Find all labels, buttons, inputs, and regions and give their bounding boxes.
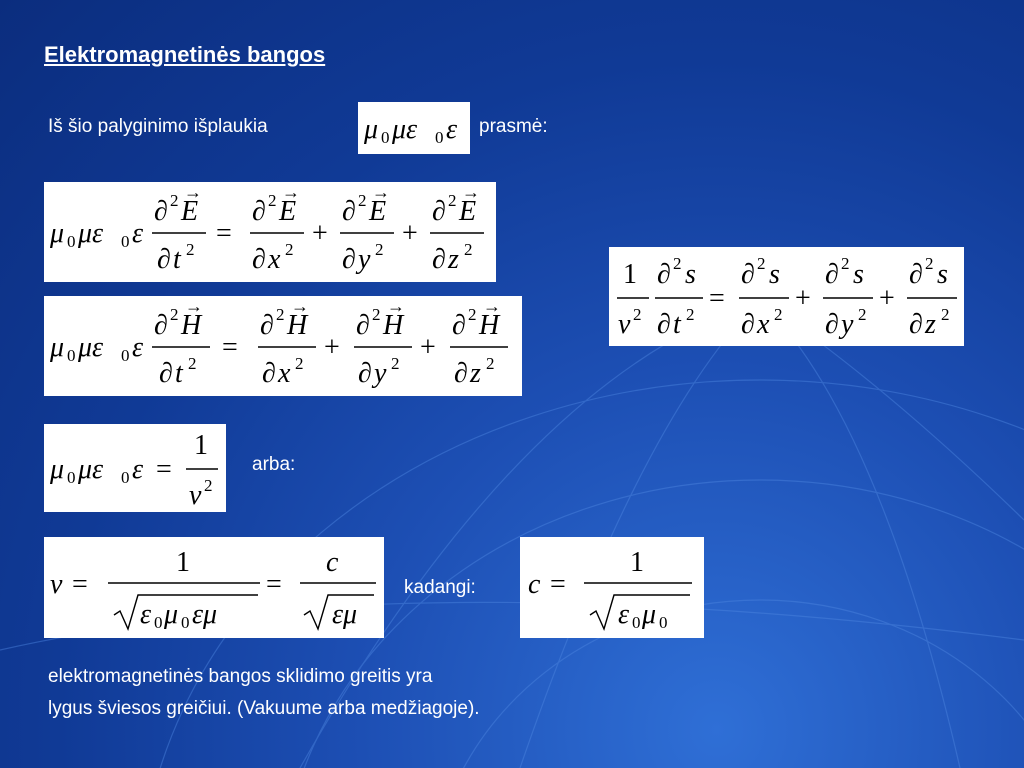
svg-text:0: 0 bbox=[121, 468, 130, 487]
svg-text:2: 2 bbox=[774, 305, 783, 324]
svg-text:∂: ∂ bbox=[452, 310, 466, 341]
svg-text:2: 2 bbox=[486, 354, 495, 373]
svg-text:ε: ε bbox=[132, 218, 144, 249]
svg-text:→: → bbox=[185, 296, 203, 316]
wave-equation-E bbox=[44, 182, 496, 282]
svg-text:∂: ∂ bbox=[741, 309, 755, 340]
svg-text:2: 2 bbox=[188, 354, 197, 373]
svg-text:z: z bbox=[470, 358, 481, 389]
svg-text:s: s bbox=[937, 259, 948, 290]
svg-text:ε: ε bbox=[446, 114, 458, 145]
svg-text:s: s bbox=[685, 259, 696, 290]
wave-equation-s bbox=[609, 247, 964, 346]
slide-title: Elektromagnetinės bangos bbox=[44, 42, 326, 67]
svg-text:2: 2 bbox=[391, 354, 400, 373]
svg-text:2: 2 bbox=[841, 254, 850, 273]
svg-text:∂: ∂ bbox=[356, 310, 370, 341]
svg-text:2: 2 bbox=[268, 191, 277, 210]
svg-text:z: z bbox=[448, 244, 459, 275]
svg-text:∂: ∂ bbox=[741, 259, 755, 290]
svg-text:1: 1 bbox=[630, 547, 644, 578]
svg-text:H: H bbox=[383, 310, 404, 341]
wave-equation-H bbox=[44, 296, 522, 396]
svg-text:2: 2 bbox=[204, 476, 213, 495]
svg-text:2: 2 bbox=[757, 254, 766, 273]
svg-text:∂: ∂ bbox=[342, 196, 356, 227]
svg-text:∂: ∂ bbox=[657, 259, 671, 290]
svg-text:2: 2 bbox=[925, 254, 934, 273]
svg-text:μ: μ bbox=[50, 218, 65, 249]
svg-text:με: με bbox=[78, 332, 104, 363]
svg-text:μ: μ bbox=[50, 332, 65, 363]
svg-text:μ: μ bbox=[50, 454, 65, 485]
svg-text:c: c bbox=[528, 569, 541, 600]
svg-text:t: t bbox=[673, 309, 681, 340]
svg-text:v: v bbox=[189, 480, 202, 511]
svg-text:+: + bbox=[324, 332, 340, 363]
svg-text:2: 2 bbox=[358, 191, 367, 210]
intro-text-after: prasmė: bbox=[479, 116, 548, 137]
svg-text:→: → bbox=[387, 296, 405, 316]
svg-text:2: 2 bbox=[375, 240, 384, 259]
svg-text:∂: ∂ bbox=[252, 244, 266, 275]
svg-text:0: 0 bbox=[154, 613, 163, 632]
svg-text:2: 2 bbox=[170, 305, 179, 324]
svg-text:με: με bbox=[78, 454, 104, 485]
svg-text:v: v bbox=[618, 309, 631, 340]
svg-text:0: 0 bbox=[632, 613, 641, 632]
svg-text:∂: ∂ bbox=[454, 358, 468, 389]
svg-text:=: = bbox=[72, 569, 88, 600]
svg-text:c: c bbox=[326, 547, 339, 578]
svg-text:+: + bbox=[795, 283, 811, 314]
svg-text:=: = bbox=[550, 569, 566, 600]
svg-text:2: 2 bbox=[372, 305, 381, 324]
svg-text:∂: ∂ bbox=[432, 196, 446, 227]
svg-text:ε: ε bbox=[140, 599, 152, 630]
svg-text:∂: ∂ bbox=[657, 309, 671, 340]
svg-text:2: 2 bbox=[941, 305, 950, 324]
svg-text:H: H bbox=[181, 310, 202, 341]
svg-text:2: 2 bbox=[276, 305, 285, 324]
svg-text:y: y bbox=[374, 358, 387, 389]
svg-text:με: με bbox=[78, 218, 104, 249]
svg-text:2: 2 bbox=[285, 240, 294, 259]
svg-text:0: 0 bbox=[67, 468, 76, 487]
svg-text:t: t bbox=[175, 358, 183, 389]
svg-text:y: y bbox=[358, 244, 371, 275]
svg-text:=: = bbox=[709, 283, 725, 314]
svg-text:1: 1 bbox=[623, 259, 637, 290]
svg-text:0: 0 bbox=[381, 128, 390, 147]
svg-text:∂: ∂ bbox=[154, 310, 168, 341]
svg-text:0: 0 bbox=[121, 232, 130, 251]
svg-text:∂: ∂ bbox=[157, 244, 171, 275]
svg-text:2: 2 bbox=[448, 191, 457, 210]
svg-text:+: + bbox=[879, 283, 895, 314]
speed-c-formula bbox=[520, 537, 704, 638]
svg-text:0: 0 bbox=[659, 613, 668, 632]
svg-text:2: 2 bbox=[464, 240, 473, 259]
svg-text:∂: ∂ bbox=[262, 358, 276, 389]
svg-text:∂: ∂ bbox=[432, 244, 446, 275]
svg-text:x: x bbox=[268, 244, 281, 275]
svg-text:+: + bbox=[402, 218, 418, 249]
svg-text:2: 2 bbox=[186, 240, 195, 259]
svg-text:∂: ∂ bbox=[825, 309, 839, 340]
svg-text:2: 2 bbox=[295, 354, 304, 373]
product-symbol-box bbox=[358, 102, 470, 154]
svg-text:μ: μ bbox=[642, 599, 657, 630]
svg-text:με: με bbox=[392, 114, 418, 145]
svg-text:→: → bbox=[483, 296, 501, 316]
svg-text:μ: μ bbox=[364, 114, 379, 145]
svg-text:s: s bbox=[769, 259, 780, 290]
product-relation-formula bbox=[44, 424, 226, 512]
svg-text:εμ: εμ bbox=[332, 599, 358, 630]
svg-text:0: 0 bbox=[435, 128, 444, 147]
svg-text:∂: ∂ bbox=[159, 358, 173, 389]
svg-text:=: = bbox=[222, 332, 238, 363]
svg-text:→: → bbox=[462, 182, 480, 202]
svg-text:2: 2 bbox=[633, 305, 642, 324]
conclusion-line-1: elektromagnetinės bangos sklidimo greitis yra bbox=[48, 666, 433, 687]
svg-text:y: y bbox=[841, 309, 854, 340]
svg-text:2: 2 bbox=[686, 305, 695, 324]
svg-text:∂: ∂ bbox=[358, 358, 372, 389]
svg-text:2: 2 bbox=[673, 254, 682, 273]
svg-text:∂: ∂ bbox=[252, 196, 266, 227]
svg-text:→: → bbox=[184, 182, 202, 202]
svg-text:E: E bbox=[369, 196, 387, 227]
svg-text:+: + bbox=[312, 218, 328, 249]
svg-text:1: 1 bbox=[176, 547, 190, 578]
conclusion-line-2: lygus šviesos greičiui. (Vakuume arba medžiagoje). bbox=[48, 698, 480, 719]
svg-text:0: 0 bbox=[67, 232, 76, 251]
svg-text:s: s bbox=[853, 259, 864, 290]
svg-text:ε: ε bbox=[132, 454, 144, 485]
svg-text:x: x bbox=[757, 309, 770, 340]
svg-text:∂: ∂ bbox=[154, 196, 168, 227]
svg-text:E: E bbox=[459, 196, 477, 227]
speed-v-formula bbox=[44, 537, 384, 638]
svg-text:∂: ∂ bbox=[825, 259, 839, 290]
svg-text:+: + bbox=[420, 332, 436, 363]
svg-text:E: E bbox=[181, 196, 199, 227]
svg-text:z: z bbox=[925, 309, 936, 340]
label-arba: arba: bbox=[252, 454, 296, 475]
svg-text:H: H bbox=[479, 310, 500, 341]
svg-text:2: 2 bbox=[858, 305, 867, 324]
svg-text:H: H bbox=[287, 310, 308, 341]
svg-text:x: x bbox=[278, 358, 291, 389]
svg-text:=: = bbox=[266, 569, 282, 600]
svg-text:μ: μ bbox=[164, 599, 179, 630]
svg-text:=: = bbox=[156, 454, 172, 485]
svg-text:1: 1 bbox=[194, 430, 208, 461]
svg-text:2: 2 bbox=[170, 191, 179, 210]
svg-text:→: → bbox=[372, 182, 390, 202]
svg-text:∂: ∂ bbox=[909, 309, 923, 340]
label-kadangi: kadangi: bbox=[404, 577, 476, 598]
intro-text-before: Iš šio palyginimo išplaukia bbox=[48, 116, 268, 137]
svg-text:→: → bbox=[291, 296, 309, 316]
svg-text:∂: ∂ bbox=[909, 259, 923, 290]
svg-text:v: v bbox=[50, 569, 63, 600]
svg-text:∂: ∂ bbox=[260, 310, 274, 341]
svg-text:εμ: εμ bbox=[192, 599, 218, 630]
svg-text:ε: ε bbox=[132, 332, 144, 363]
svg-text:t: t bbox=[173, 244, 181, 275]
svg-text:=: = bbox=[216, 218, 232, 249]
svg-text:0: 0 bbox=[181, 613, 190, 632]
svg-text:→: → bbox=[282, 182, 300, 202]
svg-text:∂: ∂ bbox=[342, 244, 356, 275]
svg-text:E: E bbox=[279, 196, 297, 227]
svg-text:2: 2 bbox=[468, 305, 477, 324]
svg-text:0: 0 bbox=[121, 346, 130, 365]
svg-text:0: 0 bbox=[67, 346, 76, 365]
product-symbol-formula bbox=[358, 102, 470, 154]
svg-text:ε: ε bbox=[618, 599, 630, 630]
